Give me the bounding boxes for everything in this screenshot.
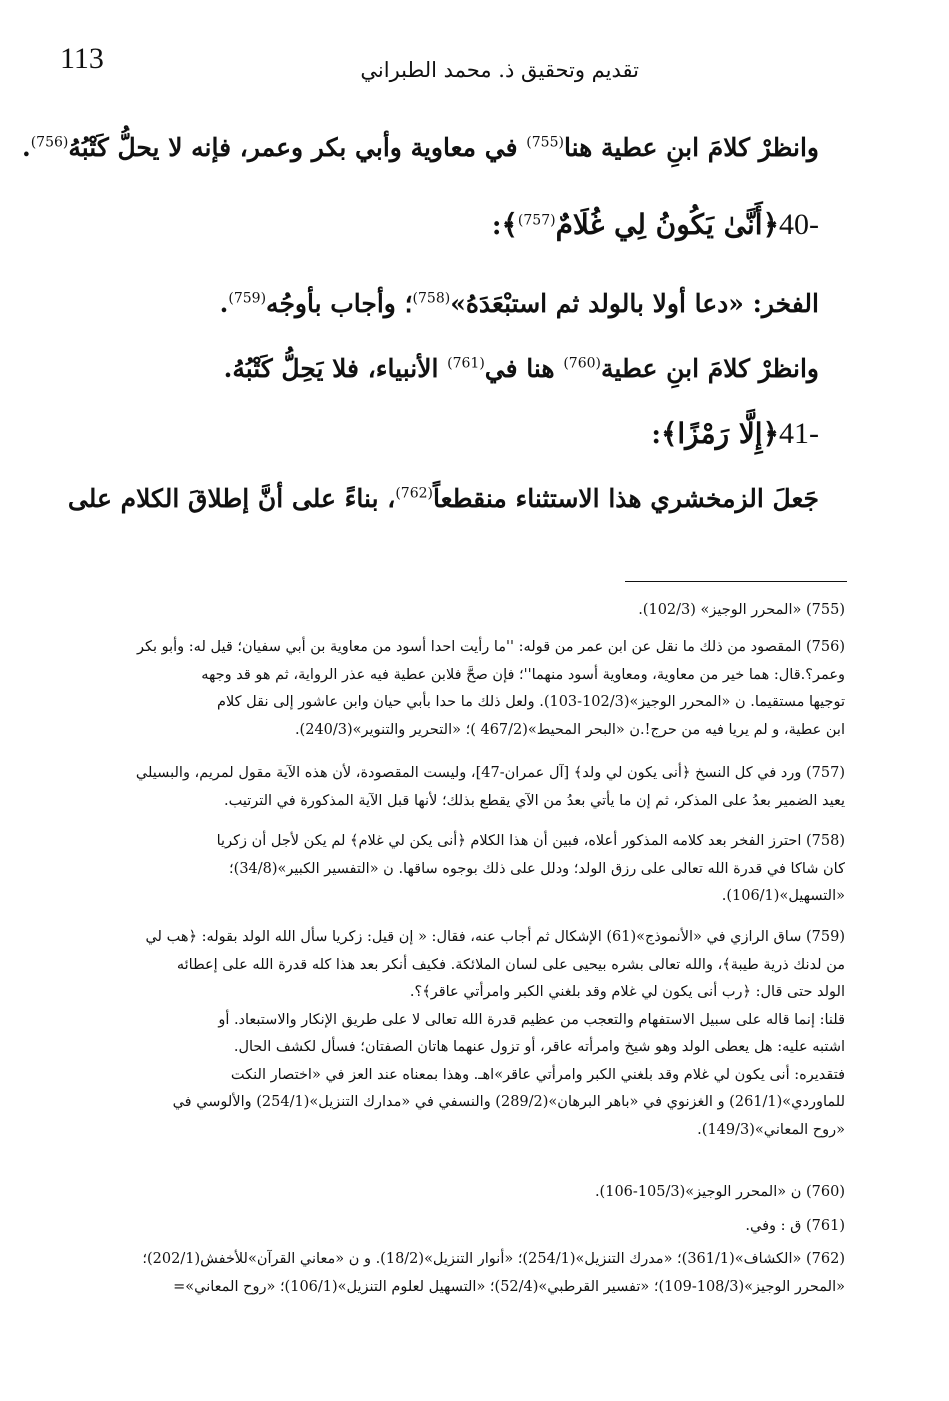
body-text: الأنبياء، فلا يَحِلُّ كَتْبُهُ. bbox=[223, 354, 448, 383]
footnote-line: (758) احترز الفخر بعد كلامه المذكور أعلاه، فبين أن هذا الكلام ﴿أنى يكن لي غلام﴾ لم يكن لأجل أن زكريا bbox=[216, 833, 845, 849]
footnote-line: «روح المعاني»(149/3). bbox=[697, 1121, 845, 1138]
footnote-line: (761) ق : وفي. bbox=[745, 1218, 845, 1234]
footnote-line: كان شاكا في قدرة الله تعالى على رزق الولد؛ ودلل على ذلك بوجوه ساقها. ن «التفسير الكبير»(34/8)؛ bbox=[229, 860, 845, 877]
footnote-line: (755) «المحرر الوجيز» (102/3). bbox=[638, 602, 845, 618]
footnote-line: يعيد الضمير بعدُ على المذكر، ثم إن ما يأتي بعدُ من الآي يقطع بذلك؛ لأنها قبل الآية المذكورة في الترتيب. bbox=[223, 792, 845, 809]
footnote-758 bbox=[78, 828, 845, 911]
quran-verse: إِلَّا رَمْزًا bbox=[677, 417, 763, 450]
body-text: هنا في bbox=[484, 354, 564, 383]
footnote-line: «المحرر الوجيز»(108/3-109)؛ «تفسير القرطبي»(52/4)؛ «التسهيل لعلوم التنزيل»(106/1)؛ «روح المعاني»= bbox=[173, 1278, 845, 1295]
footnote-line: للماوردي»(261/1) و الغزنوي في «باهر البرهان»(289/2) والنسفي في «مدارك التنزيل»(254/1) والألوسي في bbox=[172, 1094, 845, 1110]
body-text: ، بناءً على أنَّ إطلاقَ الكلام على bbox=[67, 484, 396, 513]
body-paragraph-4 bbox=[68, 484, 819, 513]
heading-colon: : bbox=[491, 211, 502, 241]
body-text: جَعلَ الزمخشري هذا الاستثناء منقطعاً bbox=[433, 484, 819, 513]
footnote-line: قلنا: إنما قاله على سبيل الاستفهام والتعجب من عظيم قدرة الله تعالى لا على طريق الإنكار والاستبعاد. أو bbox=[218, 1011, 845, 1028]
footnote-ref-758[interactable]: (758) bbox=[412, 290, 451, 307]
body-text: الفخر: «دعا أولا بالولد ثم استبْعَدَهُ» bbox=[450, 289, 819, 318]
body-text: وانظرْ كلامَ ابنِ عطية هنا bbox=[563, 133, 819, 162]
body-text: . bbox=[21, 133, 31, 162]
footnote-761 bbox=[78, 1213, 845, 1241]
footnote-762 bbox=[78, 1246, 845, 1301]
footnote-line: «التسهيل»(106/1). bbox=[721, 888, 845, 904]
heading-colon: : bbox=[651, 420, 661, 450]
footnote-line: (759) ساق الرازي في «الأنموذج»(61) الإشكال ثم أجاب عنه، فقال: « إن قيل: زكريا سأل الله الولد بقوله: ﴿هب لي bbox=[145, 929, 845, 945]
footnote-757 bbox=[78, 760, 845, 815]
footnote-756 bbox=[78, 634, 845, 744]
body-text: . bbox=[219, 289, 229, 318]
quran-verse: أَنَّىٰ يَكُونُ لِي غُلَامٌ bbox=[555, 208, 763, 241]
footnote-line: (757) ورد في كل النسخ ﴿أنى يكون لي ولد﴾ [آل عمران-47]، وليست المقصودة، لأن هذه الآية مقول لمريم، والبسيلي bbox=[135, 765, 845, 781]
footnote-ref-757[interactable]: (757) bbox=[517, 212, 556, 229]
page-number: 113 bbox=[60, 42, 104, 75]
footnote-759 bbox=[78, 924, 845, 1144]
footnote-755 bbox=[78, 597, 845, 625]
running-head: تقديم وتحقيق ذ. محمد الطبراني bbox=[360, 58, 639, 82]
verse-heading-40 bbox=[492, 208, 819, 242]
quran-bracket-open: ﴿ bbox=[762, 417, 779, 450]
footnote-ref-761[interactable]: (761) bbox=[447, 355, 485, 372]
verse-number: -40 bbox=[779, 208, 819, 241]
footnote-line: ابن عطية، و لم يريا فيه من حرج!.ن «البحر المحيط»(467/2 )؛ «التحرير والتنوير»(240/3). bbox=[294, 721, 845, 738]
footnote-ref-759[interactable]: (759) bbox=[228, 290, 267, 307]
quran-bracket-open: ﴿ bbox=[762, 208, 779, 241]
footnote-line: (760) ن «المحرر الوجيز»(105/3-106). bbox=[594, 1184, 845, 1200]
footnote-ref-755[interactable]: (755) bbox=[526, 134, 564, 151]
footnote-line: من لدنك ذرية طيبة﴾، والله تعالى بشره بيحيى على لسان الملائكة. فكيف أنكر بعد هذا كله قدرة الله على إعطائه bbox=[176, 956, 845, 973]
footnote-ref-760[interactable]: (760) bbox=[563, 355, 601, 372]
body-text: وانظرْ كلامَ ابنِ عطية bbox=[601, 354, 819, 383]
verse-number: -41 bbox=[779, 417, 819, 450]
footnote-line: اشتبه عليه: هل يعطى الولد وهو شيخ وامرأته عاقر، أو تزول عنهما هاتان الصفتان؛ فسأل لكشف الحال. bbox=[233, 1039, 845, 1055]
footnote-separator bbox=[625, 581, 847, 582]
quran-bracket-close: ﴾ bbox=[660, 417, 678, 450]
body-text: ؛ وأجاب بأوجُه bbox=[266, 289, 413, 318]
footnote-ref-756[interactable]: (756) bbox=[30, 134, 69, 151]
footnote-line: فتقديره: أنى يكون لي غلام وقد بلغني الكبر وامرأتي عاقر»اهـ. وهذا بمعناه عند العز في «اختصار النكت bbox=[230, 1066, 845, 1083]
footnote-ref-762[interactable]: (762) bbox=[395, 485, 433, 502]
footnote-line: الولد حتى قال: ﴿رب أنى يكون لي غلام وقد بلغني الكبر وامرأتي عاقر﴾؟. bbox=[409, 984, 845, 1000]
body-text: في معاوية وأبي بكر وعمر، فإنه لا يحلُّ كَتْبُهُ bbox=[68, 133, 527, 162]
footnote-760 bbox=[78, 1179, 845, 1207]
footnote-line: (756) المقصود من ذلك ما نقل عن ابن عمر من قوله: ''ما رأيت احدا أسود من معاوية بن أبي سفيان؛ قيل له: وأبو بكر bbox=[136, 639, 845, 655]
footnote-line: (762) «الكشاف»(361/1)؛ «مدرك التنزيل»(254/1)؛ «أنوار التنزيل»(18/2). و ن «معاني القرآن»للأخفش(202/1)؛ bbox=[142, 1251, 845, 1267]
footnote-line: توجيها مستقيما. ن «المحرر الوجيز»(102/3-103). ولعل ذلك ما حدا بأبي حيان وابن عاشور إلى نقل كلام bbox=[217, 694, 845, 710]
body-paragraph-2 bbox=[220, 289, 819, 318]
body-paragraph-3 bbox=[224, 354, 819, 383]
footnote-line: وعمر؟.قال: هما خير من معاوية، ومعاوية أسود منهما''؛ فإن صحَّ فلابن عطية فيه عذر الرواية، ثم هو قد وجهه bbox=[201, 666, 845, 683]
body-paragraph-1 bbox=[22, 133, 819, 162]
quran-bracket-close: ﴾ bbox=[501, 208, 518, 241]
verse-heading-41 bbox=[651, 417, 819, 451]
